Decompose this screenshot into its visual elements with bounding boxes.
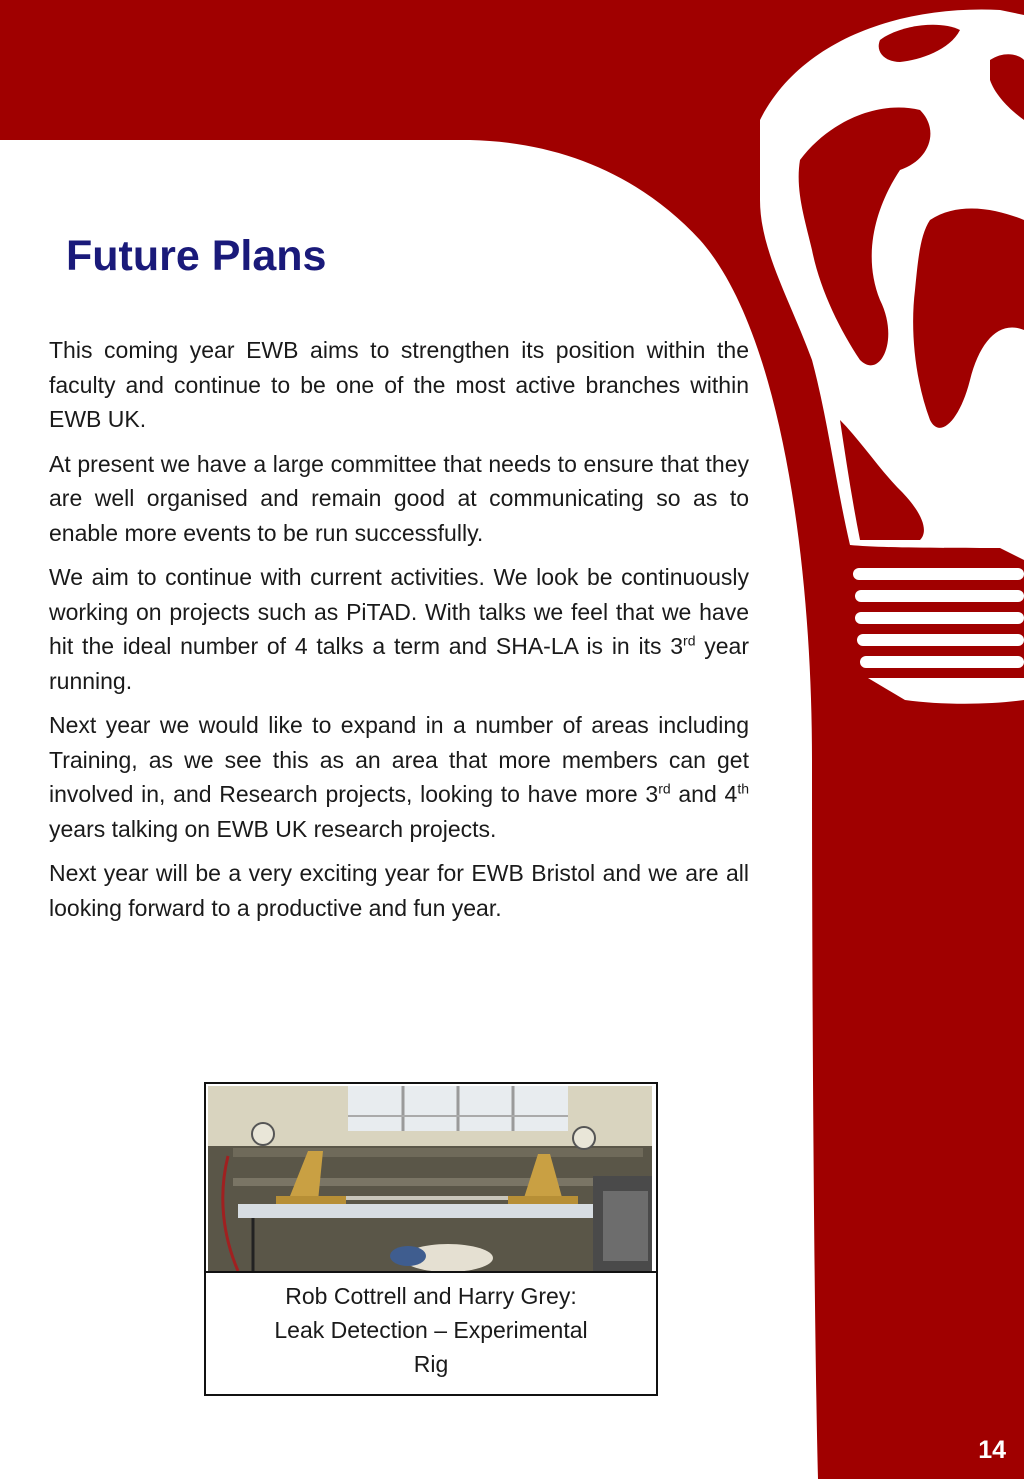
- photo-figure: [204, 1082, 658, 1396]
- paragraph-expansion: Next year we would like to expand in a number of areas including Training, as we see this as an area that more members can get involved in, and Research projects, looking to have more 3rd and 4th years talking on EWB UK research projects.: [49, 712, 749, 842]
- figure-caption: Rob Cottrell and Harry Grey: Leak Detection – Experimental Rig: [206, 1271, 656, 1381]
- page-title: Future Plans: [66, 232, 327, 280]
- paragraph-activities: We aim to continue with current activities. We look be continuously working on projects such as PiTAD. With talks we feel that we have hit the ideal number of 4 talks a term and SHA-LA is in its 3rd year running.: [49, 564, 749, 694]
- page-number: 14: [978, 1436, 1006, 1464]
- paragraph-intro: This coming year EWB aims to strengthen its position within the faculty and continue to be one of the most active branches within EWB UK.: [49, 337, 749, 432]
- article-body: [49, 333, 749, 935]
- paragraph-committee: At present we have a large committee that needs to ensure that they are well organised and remain good at communicating so as to enable more events to be run successfully.: [49, 450, 749, 546]
- experimental-rig-photo: [208, 1086, 652, 1271]
- paragraph-closing: Next year will be a very exciting year for EWB Bristol and we are all looking forward to a productive and fun year.: [49, 860, 749, 921]
